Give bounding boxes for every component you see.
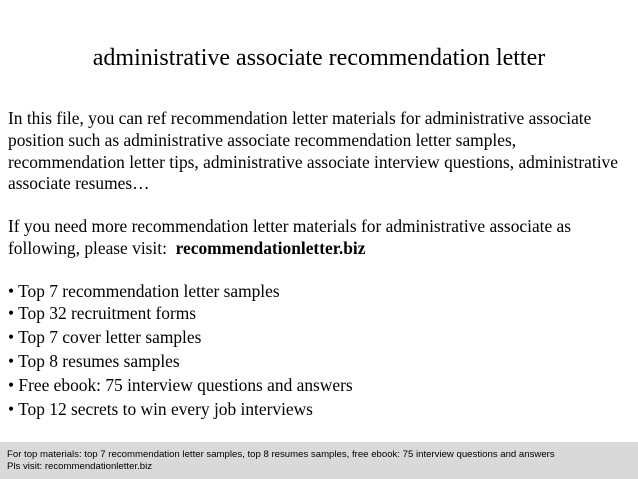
slide-body (8, 108, 630, 420)
list-item: • Top 32 recruitment forms (8, 302, 197, 323)
visit-link[interactable]: recommendationletter.biz (175, 237, 366, 258)
bullet-list (8, 281, 630, 421)
visit-paragraph (8, 216, 630, 260)
footer-bar (0, 442, 638, 479)
list-item: • Top 8 resumes samples (8, 350, 180, 371)
footer-line-1: For top materials: top 7 recommendation letter samples, top 8 resumes samples, free ebook: 75 interview questions and answers (7, 449, 555, 460)
page-title: administrative associate recommendation letter (92, 45, 546, 71)
list-item: • Top 7 recommendation letter samples (8, 280, 280, 301)
list-item: • Top 7 cover letter samples (8, 326, 202, 347)
intro-paragraph: In this file, you can ref recommendation letter materials for administrative associate position such as administrative associate recommendation letter samples, recommendation letter tips, administrative associate interview questions, administrative associate resumes… (8, 108, 618, 194)
list-item: • Free ebook: 75 interview questions and answers (8, 374, 353, 395)
footer-line-2: Pls visit: recommendationletter.biz (7, 461, 153, 472)
list-item: • Top 12 secrets to win every job interviews (8, 398, 313, 419)
visit-text: If you need more recommendation letter materials for administrative associate as following, please visit: (8, 216, 572, 258)
